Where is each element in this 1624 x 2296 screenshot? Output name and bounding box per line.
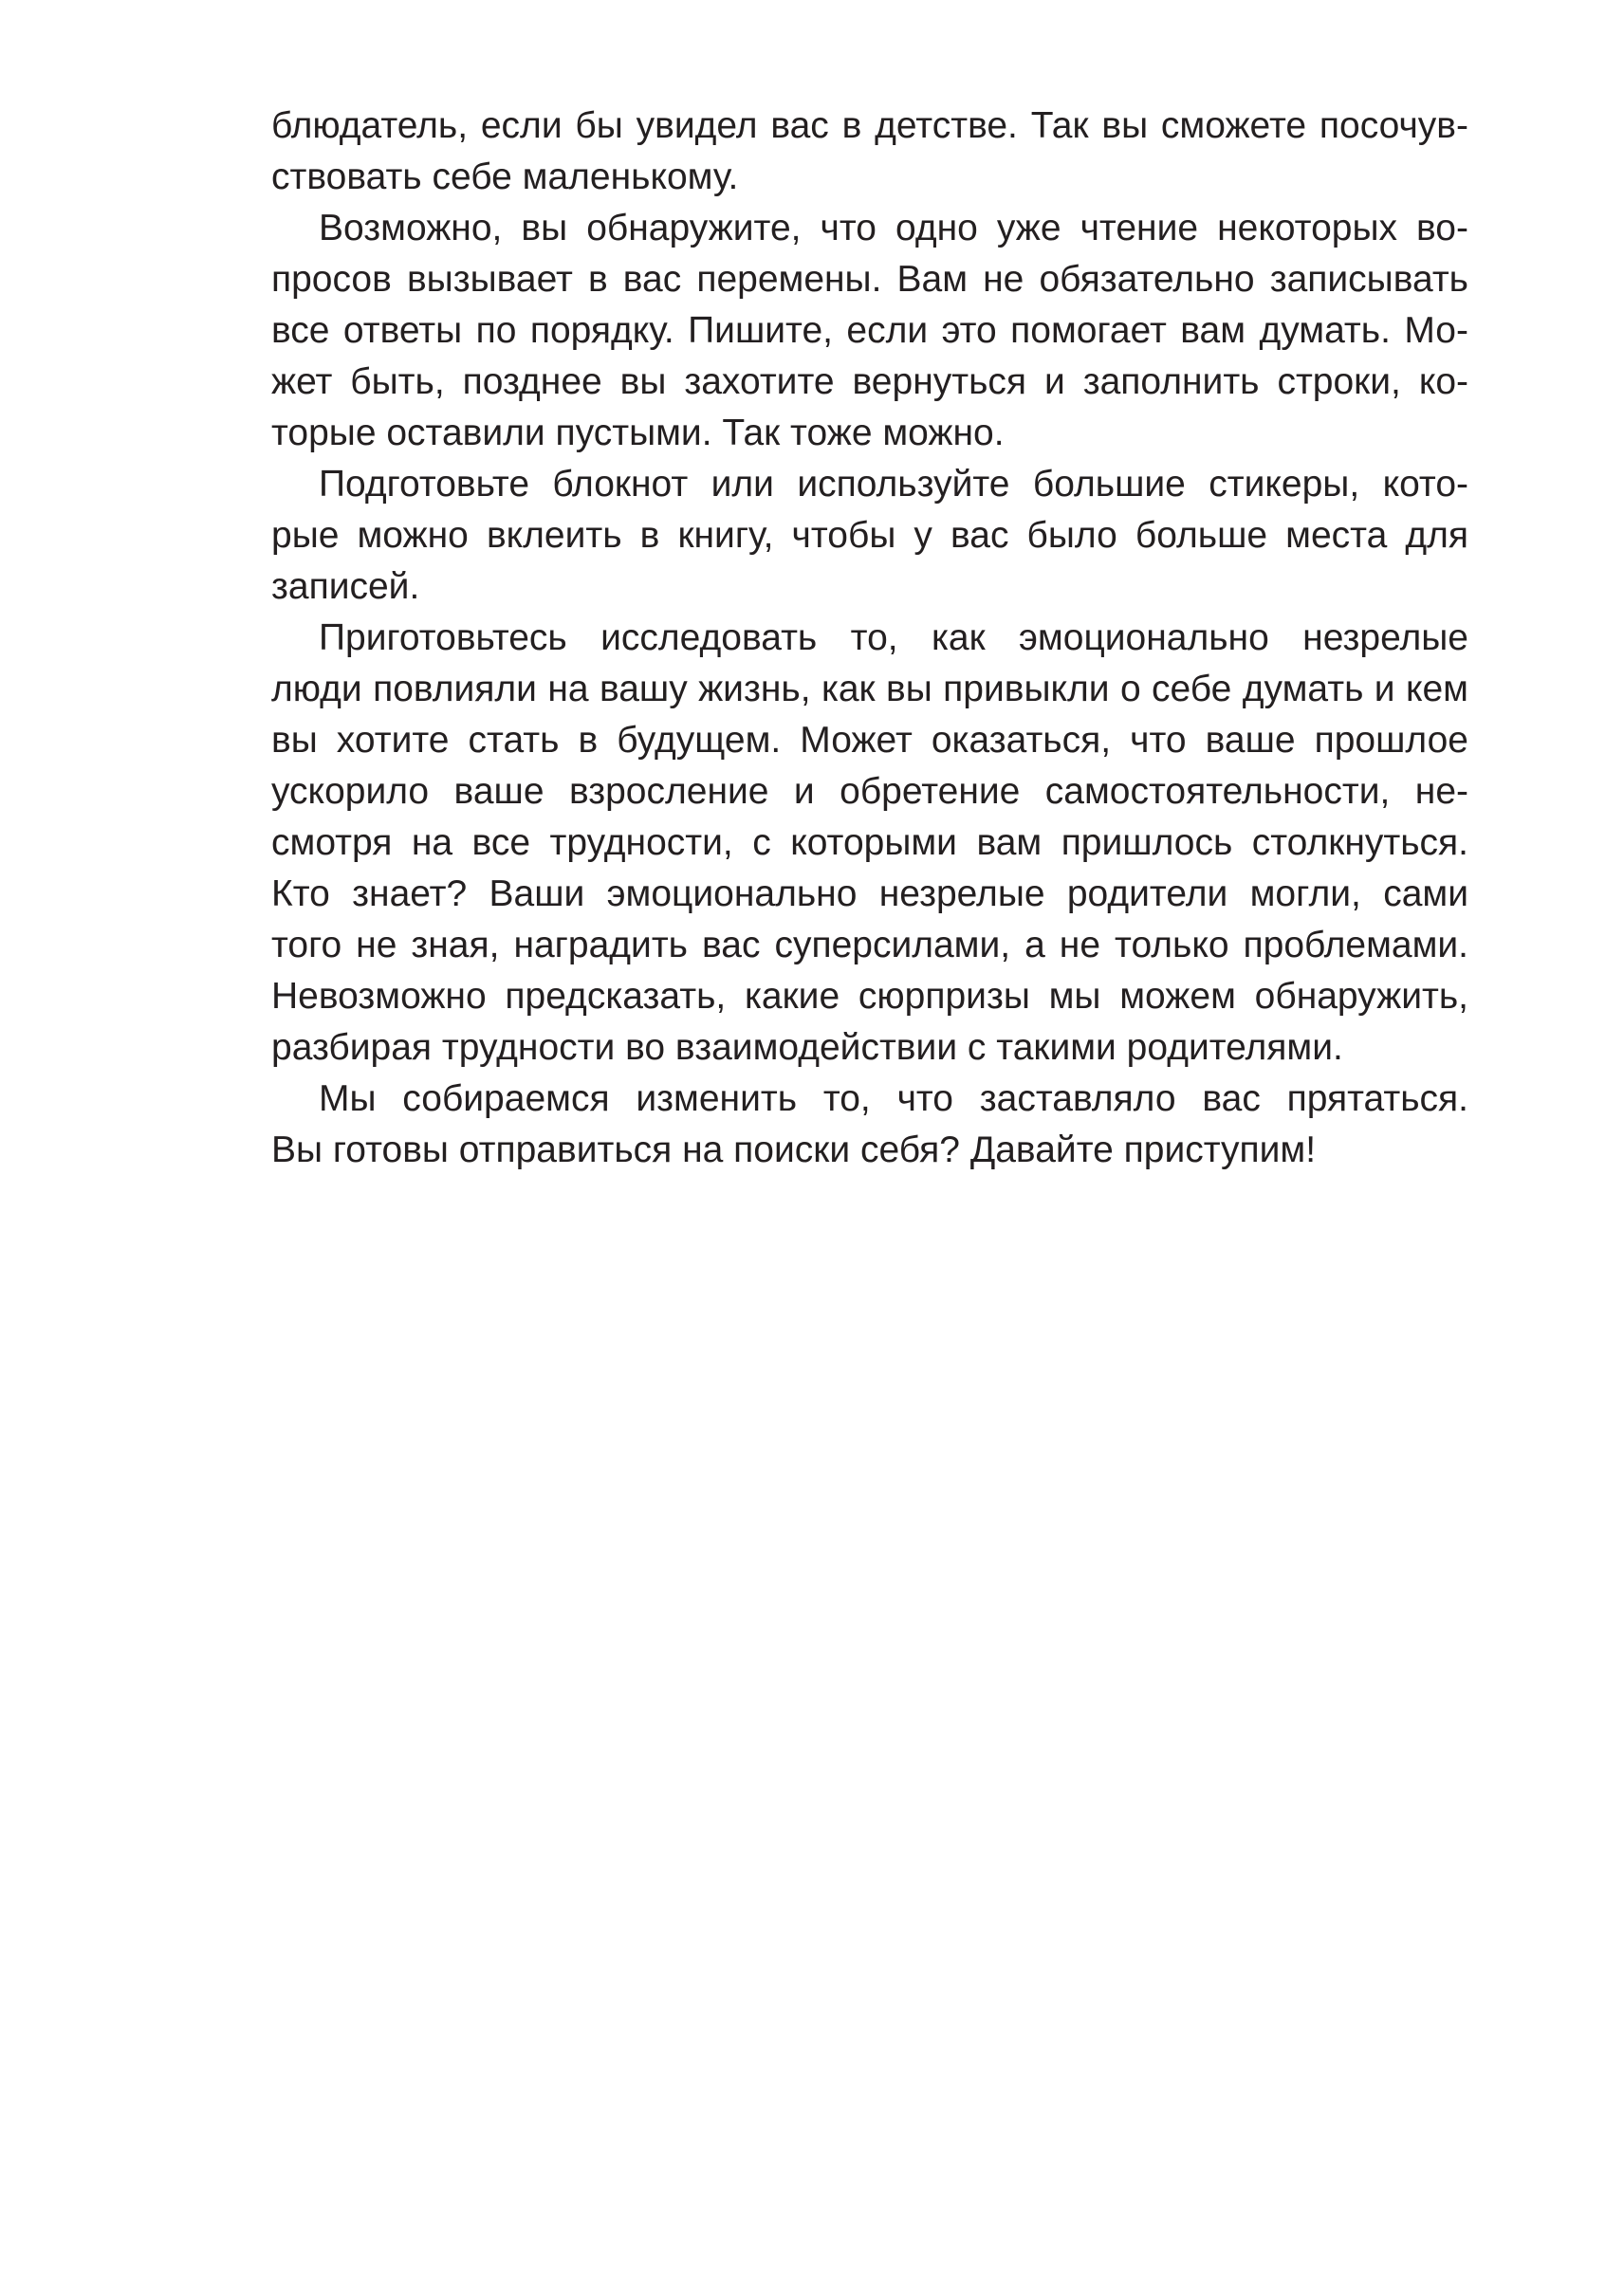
- text-line: люди повлияли на вашу жизнь, как вы привыкли о себе думать и кем: [271, 669, 1468, 709]
- text-line: Вы готовы отправиться на поиски себя? Давайте приступим!: [271, 1130, 1317, 1170]
- text-line: вы хотите стать в будущем. Может оказаться, что ваше прошлое: [271, 720, 1468, 761]
- text-line: Возможно, вы обнаружите, что одно уже чтение некоторых во-: [319, 208, 1468, 248]
- text-line: Невозможно предсказать, какие сюрпризы мы можем обнаружить,: [271, 976, 1468, 1017]
- text-line: просов вызывает в вас перемены. Вам не обязательно записывать: [271, 259, 1468, 300]
- text-line: Кто знает? Ваши эмоционально незрелые родители могли, сами: [271, 873, 1468, 914]
- text-line: смотря на все трудности, с которыми вам пришлось столкнуться.: [271, 822, 1468, 863]
- text-line: Подготовьте блокнот или используйте большие стикеры, кото-: [319, 464, 1468, 505]
- text-line: разбирая трудности во взаимодействии с такими родителями.: [271, 1027, 1343, 1068]
- text-line: торые оставили пустыми. Так тоже можно.: [271, 413, 1005, 453]
- text-line: жет быть, позднее вы захотите вернуться и заполнить строки, ко-: [271, 361, 1468, 402]
- text-line: рые можно вклеить в книгу, чтобы у вас было больше места для: [271, 515, 1468, 556]
- text-line: ствовать себе маленькому.: [271, 156, 739, 197]
- text-line: того не зная, наградить вас суперсилами, а не только проблемами.: [271, 925, 1468, 965]
- text-line: ускорило ваше взросление и обретение самостоятельности, не-: [271, 771, 1468, 812]
- text-line: все ответы по порядку. Пишите, если это помогает вам думать. Мо-: [271, 310, 1468, 351]
- text-line: Мы собираемся изменить то, что заставляло вас прятаться.: [319, 1078, 1468, 1119]
- text-line: блюдатель, если бы увидел вас в детстве. Так вы сможете посочув-: [271, 105, 1468, 146]
- body-text: [271, 101, 1468, 1176]
- text-line: записей.: [271, 566, 420, 607]
- text-line: Приготовьтесь исследовать то, как эмоционально незрелые: [319, 617, 1468, 658]
